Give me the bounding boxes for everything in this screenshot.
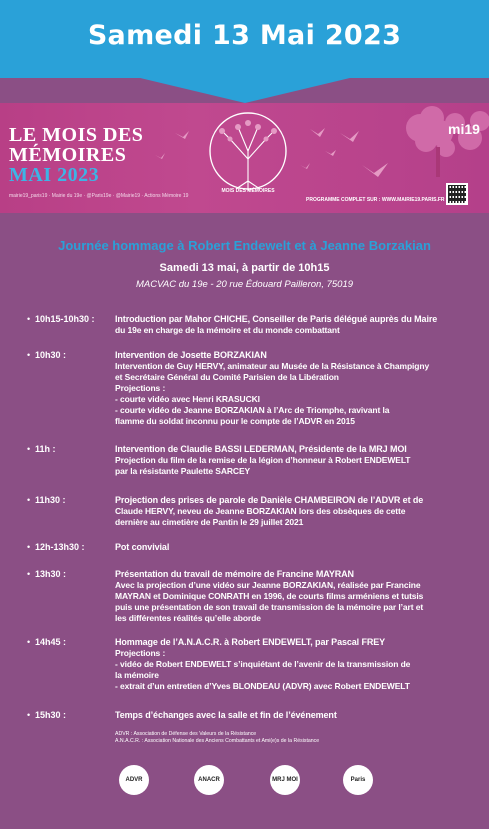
schedule-time: 10h15-10h30 :	[35, 314, 95, 324]
tree-logo	[200, 109, 296, 209]
legend-advr: ADVR : Association de Défense des Valeurs de la Résistance	[115, 731, 257, 737]
schedule-description	[115, 637, 465, 692]
event-date: Samedi 13 mai, à partir de 10h15	[159, 262, 330, 274]
schedule-description	[115, 350, 465, 427]
description-line: MAYRAN et Dominique CONRATH en 1996, de courts films arméniens et tutsis	[115, 591, 424, 601]
header-pointer	[136, 77, 354, 103]
description-line: par la résistante Paulette SARCEY	[115, 466, 251, 476]
mrj-moi-logo: MRJ MOI	[270, 765, 300, 795]
description-line: Projections :	[115, 648, 166, 658]
description-line: Projection du film de la remise de la légion d’honneur à Robert ENDEWELT	[115, 455, 411, 465]
schedule-description	[115, 495, 465, 528]
schedule-time: 13h30 :	[35, 569, 67, 579]
qr-code-icon	[446, 183, 468, 205]
description-line: Intervention de Josette BORZAKIAN	[115, 350, 267, 360]
description-line: la mémoire	[115, 670, 159, 680]
description-line: du 19e en charge de la mémoire et du monde combattant	[115, 325, 340, 335]
paris-logo: Paris	[343, 765, 373, 795]
event-title: Journée hommage à Robert Endewelt et à Jeanne Borzakian	[58, 238, 431, 253]
description-line: Projections :	[115, 383, 166, 393]
banner-title-line3: MAI 2023	[9, 164, 100, 186]
bullet-icon: •	[27, 350, 31, 360]
banner-title-line2: MÉMOIRES	[9, 144, 127, 166]
description-line: Projection des prises de parole de Danièle CHAMBEIRON de l’ADVR et de	[115, 495, 424, 505]
bullet-icon: •	[27, 569, 31, 579]
bullet-icon: •	[27, 495, 31, 505]
legend-anacr: A.N.A.C.R. : Association Nationale des Anciens Combattants et Ami(e)s de la Résistance	[115, 738, 320, 744]
schedule-description	[115, 569, 465, 624]
description-line: puis une présentation de son travail de transmission de la mémoire par l’art et	[115, 602, 424, 612]
page-title: Samedi 13 Mai 2023	[87, 20, 402, 51]
description-line: - extrait d’un entretien d’Yves BLONDEAU (ADVR) avec Robert ENDEWELT	[115, 681, 410, 691]
description-line: Claude HERVY, neveu de Jeanne BORZAKIAN lors des obsèques de cette	[115, 506, 406, 516]
description-line: Introduction par Mahor CHICHE, Conseiller de Paris délégué auprès du Maire	[115, 314, 438, 324]
schedule-time: 11h :	[35, 444, 56, 454]
description-line: et Secrétaire Général du Comité Parisien de la Libération	[115, 372, 339, 382]
description-line: - vidéo de Robert ENDEWELT s’inquiétant de l’avenir de la transmission de	[115, 659, 411, 669]
schedule-time: 10h30 :	[35, 350, 67, 360]
schedule-description	[115, 710, 465, 721]
bullet-icon: •	[27, 314, 31, 324]
bullet-icon: •	[27, 710, 31, 720]
description-line: Intervention de Claudie BASSI LEDERMAN, Présidente de la MRJ MOI	[115, 444, 407, 454]
schedule-time: 11h30 :	[35, 495, 66, 505]
acronym-legend	[115, 731, 319, 745]
bullet-icon: •	[27, 444, 31, 454]
tree-caption: MOIS DES MÉMOIRES	[221, 188, 275, 194]
mairie-logo: mi19	[448, 121, 480, 137]
banner-title-line1: LE MOIS DES	[9, 124, 144, 146]
event-banner	[0, 103, 489, 213]
description-line: les différentes réalités qu’elle aborde	[115, 613, 261, 623]
banner-title	[9, 125, 143, 185]
description-line: flamme du soldat inconnu pour le compte de l’ADVR en 2015	[115, 416, 355, 426]
advr-logo: ADVR	[119, 765, 149, 795]
program-url: PROGRAMME COMPLET SUR : WWW.MAIRIE19.PARIS.FR	[306, 197, 445, 203]
schedule-time: 12h-13h30 :	[35, 542, 85, 552]
description-line: - courte vidéo avec Henri KRASUCKI	[115, 394, 260, 404]
schedule-time: 15h30 :	[35, 710, 67, 720]
schedule-description	[115, 314, 465, 336]
event-place: MACVAC du 19e - 20 rue Édouard Pailleron, 75019	[135, 279, 354, 290]
description-line: Pot convivial	[115, 542, 170, 552]
bullet-icon: •	[27, 542, 31, 552]
partner-logos	[0, 757, 489, 797]
description-line: Présentation du travail de mémoire de Francine MAYRAN	[115, 569, 354, 579]
description-line: Hommage de l’A.N.A.C.R. à Robert ENDEWELT, par Pascal FREY	[115, 637, 386, 647]
social-links: mairie19_paris19 · Mairie du 19e · @Paris19e · @Mairie19 · Actions Mémoire 19	[9, 193, 189, 199]
description-line: dernière au cimetière de Pantin le 29 juillet 2021	[115, 517, 304, 527]
schedule-description	[115, 444, 465, 477]
schedule-description	[115, 542, 465, 553]
anacr-logo: ANACR	[194, 765, 224, 795]
schedule-time: 14h45 :	[35, 637, 67, 647]
date-header	[0, 0, 489, 78]
bullet-icon: •	[27, 637, 31, 647]
description-line: Intervention de Guy HERVY, animateur au Musée de la Résistance à Champigny	[115, 361, 430, 371]
description-line: Temps d’échanges avec la salle et fin de l’événement	[115, 710, 337, 720]
description-line: - courte vidéo de Jeanne BORZAKIAN à l’Arc de Triomphe, ravivant la	[115, 405, 390, 415]
description-line: Avec la projection d’une vidéo sur Jeanne BORZAKIAN, réalisée par Francine	[115, 580, 421, 590]
